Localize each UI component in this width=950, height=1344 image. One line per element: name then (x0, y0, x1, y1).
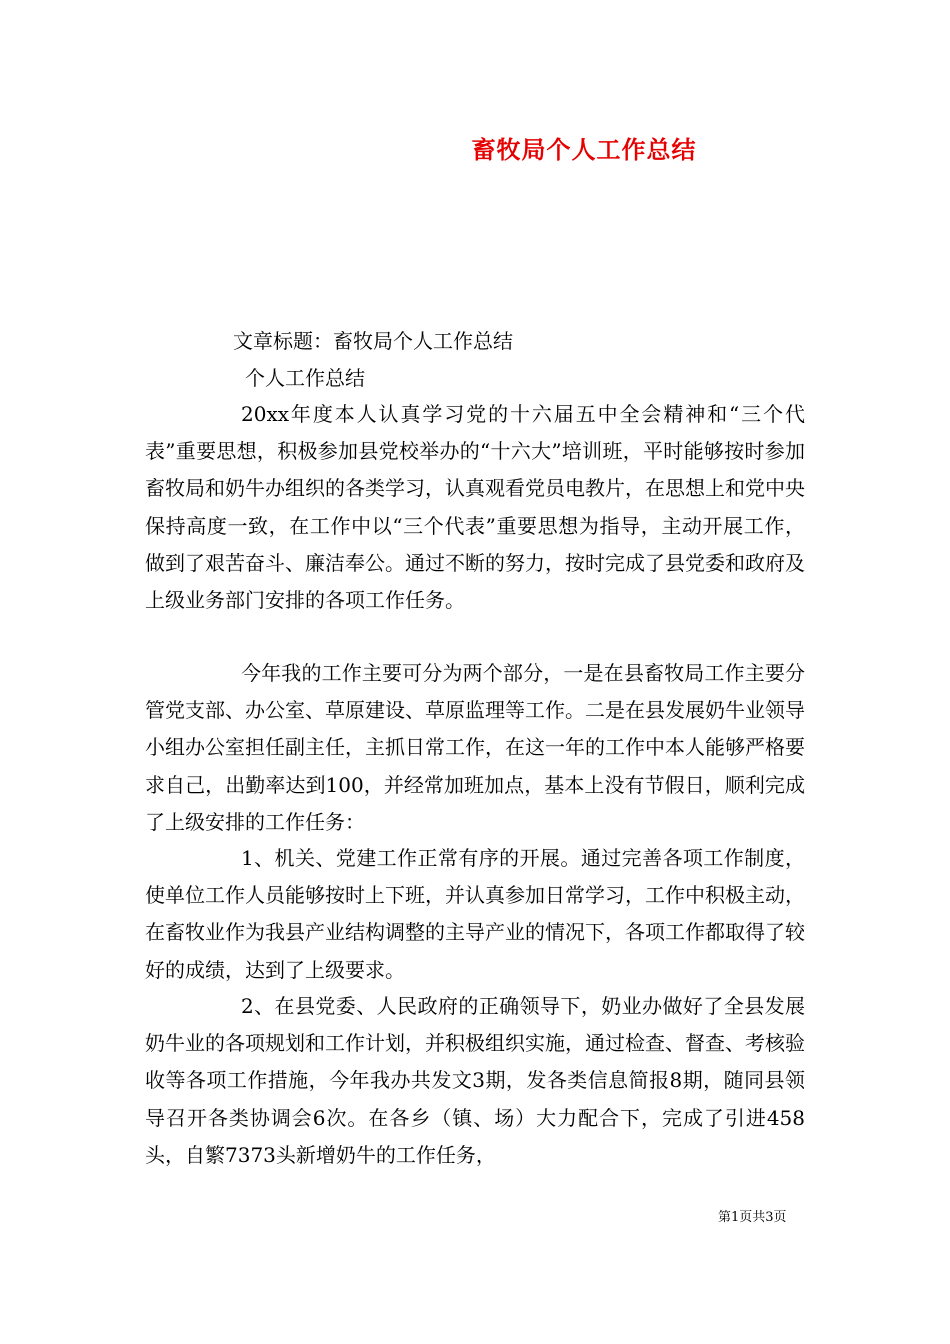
paragraph-1: 20xx年度本人认真学习党的十六届五中全会精神和“三个代表”重要思想，积极参加县党校举办的“十六大”培训班，平时能够按时参加畜牧局和奶牛办组织的各类学习，认真观看党员电教片，在思想上和党中央保持高度一致，在工作中以“三个代表”重要思想为指导，主动开展工作，做到了艰苦奋斗、廉洁奉公。通过不断的努力，按时完成了县党委和政府及上级业务部门安排的各项工作任务。 (145, 402, 805, 613)
document-title: 畜牧局个人工作总结 (471, 135, 697, 164)
article-title-line: 文章标题：畜牧局个人工作总结 (233, 329, 513, 353)
paragraph-2: 今年我的工作主要可分为两个部分，一是在县畜牧局工作主要分管党支部、办公室、草原建设、草原监理等工作。二是在县发展奶牛业领导小组办公室担任副主任，主抓日常工作，在这一年的工作中本人能够严格要求自己，出勤率达到100，并经常加班加点，基本上没有节假日，顺利完成了上级安排的工作任务： (145, 661, 805, 834)
subtitle: 个人工作总结 (245, 366, 365, 390)
page-footer: 第1页共3页 (718, 1210, 787, 1225)
paragraph-3: 1、机关、党建工作正常有序的开展。通过完善各项工作制度，使单位工作人员能够按时上下班，并认真参加日常学习，工作中积极主动，在畜牧业作为我县产业结构调整的主导产业的情况下，各项工作都取得了较好的成绩，达到了上级要求。 (145, 846, 805, 982)
paragraph-4: 2、在县党委、人民政府的正确领导下，奶业办做好了全县发展奶牛业的各项规划和工作计划，并积极组织实施，通过检查、督查、考核验收等各项工作措施，今年我办共发文3期，发各类信息简报8期，随同县领导召开各类协调会6次。在各乡（镇、场）大力配合下，完成了引进458头，自繁7373头新增奶牛的工作任务， (145, 994, 805, 1167)
